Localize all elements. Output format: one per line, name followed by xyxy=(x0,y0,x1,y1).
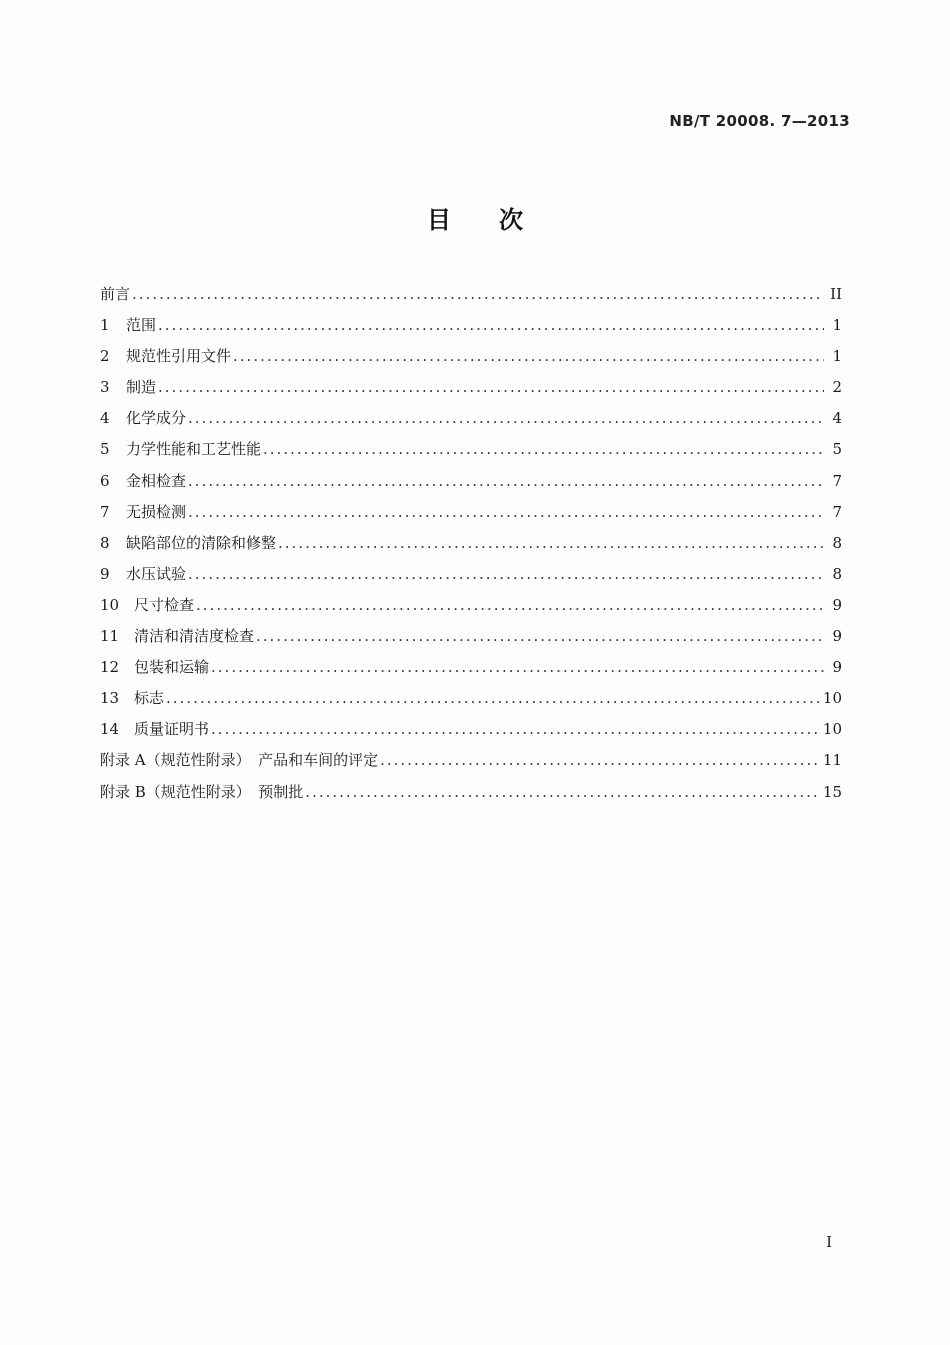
toc-entry-9[interactable] xyxy=(100,563,842,594)
toc-leader-dots xyxy=(211,720,819,738)
toc-entry-6[interactable] xyxy=(100,470,842,501)
toc-entry-14[interactable] xyxy=(100,718,842,749)
toc-leader-dots xyxy=(380,751,819,769)
toc-leader-dots xyxy=(158,378,824,396)
toc-entry-foreword[interactable] xyxy=(100,283,842,314)
toc-entry-number: 7 xyxy=(100,502,110,521)
toc-entry-2[interactable] xyxy=(100,345,842,376)
toc-leader-dots xyxy=(233,347,824,365)
toc-entry-page: 11 xyxy=(822,751,842,770)
toc-entry-number: 4 xyxy=(100,409,110,428)
toc-entry-label: 标志 xyxy=(134,689,165,708)
toc-leader-dots xyxy=(263,440,824,458)
toc-entry-11[interactable] xyxy=(100,625,842,656)
toc-entry-1[interactable] xyxy=(100,314,842,345)
toc-entry-label: 前言 xyxy=(100,285,131,303)
toc-leader-dots xyxy=(256,627,824,645)
toc-entry-number: 1 xyxy=(100,316,110,335)
toc-entry-page: 7 xyxy=(832,502,842,521)
toc-entry-appendix-b[interactable] xyxy=(100,781,842,812)
toc-entry-4[interactable] xyxy=(100,407,842,438)
toc-entry-10[interactable] xyxy=(100,594,842,625)
toc-leader-dots xyxy=(188,503,824,521)
toc-entry-page: 8 xyxy=(832,564,842,583)
toc-entry-number: 6 xyxy=(100,471,110,490)
toc-entry-number: 13 xyxy=(100,689,120,708)
toc-entry-8[interactable] xyxy=(100,532,842,563)
table-of-contents xyxy=(100,283,842,812)
toc-entry-label: 质量证明书 xyxy=(134,720,210,739)
toc-entry-number: 14 xyxy=(100,720,120,739)
toc-entry-page: 1 xyxy=(832,316,842,335)
toc-entry-page: 8 xyxy=(832,533,842,552)
toc-leader-dots xyxy=(305,783,819,801)
toc-entry-3[interactable] xyxy=(100,376,842,407)
toc-entry-label: 缺陷部位的清除和修整 xyxy=(126,533,277,552)
toc-leader-dots xyxy=(188,472,824,490)
toc-entry-label: 金相检查 xyxy=(126,471,187,490)
toc-entry-page: 9 xyxy=(832,595,842,614)
toc-entry-number: 10 xyxy=(100,595,120,614)
toc-entry-number: 12 xyxy=(100,658,120,677)
toc-entry-page: II xyxy=(830,285,842,303)
toc-leader-dots xyxy=(132,285,824,303)
toc-leader-dots xyxy=(188,409,824,427)
toc-entry-7[interactable] xyxy=(100,501,842,532)
toc-entry-label: 附录 B（规范性附录） 预制批 xyxy=(100,782,304,801)
toc-entry-number: 3 xyxy=(100,378,110,397)
toc-leader-dots xyxy=(188,565,824,583)
toc-entry-number: 9 xyxy=(100,564,110,583)
toc-entry-page: 7 xyxy=(832,471,842,490)
toc-entry-page: 9 xyxy=(832,627,842,646)
toc-entry-13[interactable] xyxy=(100,687,842,718)
toc-entry-number: 2 xyxy=(100,347,110,366)
toc-leader-dots xyxy=(278,534,824,552)
toc-entry-label: 清洁和清洁度检查 xyxy=(134,627,255,646)
toc-entry-page: 1 xyxy=(832,347,842,366)
toc-entry-label: 范围 xyxy=(126,316,157,335)
toc-entry-page: 10 xyxy=(822,689,842,708)
toc-entry-page: 9 xyxy=(832,658,842,677)
toc-entry-appendix-a[interactable] xyxy=(100,749,842,780)
toc-entry-label: 化学成分 xyxy=(126,409,187,428)
toc-entry-label: 规范性引用文件 xyxy=(126,347,232,366)
standard-code: NB/T 20008. 7—2013 xyxy=(669,112,850,130)
toc-entry-label: 制造 xyxy=(126,378,157,397)
toc-entry-label: 附录 A（规范性附录） 产品和车间的评定 xyxy=(100,751,379,770)
toc-leader-dots xyxy=(196,596,824,614)
toc-entry-5[interactable] xyxy=(100,438,842,469)
toc-entry-label: 包装和运输 xyxy=(134,658,210,677)
toc-entry-number: 11 xyxy=(100,627,120,646)
toc-entry-page: 4 xyxy=(832,409,842,428)
toc-entry-label: 力学性能和工艺性能 xyxy=(126,440,262,459)
toc-entry-number: 5 xyxy=(100,440,110,459)
toc-entry-label: 无损检测 xyxy=(126,502,187,521)
toc-leader-dots xyxy=(211,658,824,676)
toc-leader-dots xyxy=(166,689,819,707)
toc-entry-label: 尺寸检查 xyxy=(134,595,195,614)
toc-entry-page: 10 xyxy=(822,720,842,739)
toc-entry-label: 水压试验 xyxy=(126,564,187,583)
page-number: I xyxy=(826,1233,832,1251)
toc-leader-dots xyxy=(158,316,824,334)
toc-entry-12[interactable] xyxy=(100,656,842,687)
page-title: 目次 xyxy=(427,206,571,234)
toc-entry-page: 2 xyxy=(832,378,842,397)
toc-entry-number: 8 xyxy=(100,533,110,552)
toc-entry-page: 15 xyxy=(822,782,842,801)
toc-entry-page: 5 xyxy=(832,440,842,459)
